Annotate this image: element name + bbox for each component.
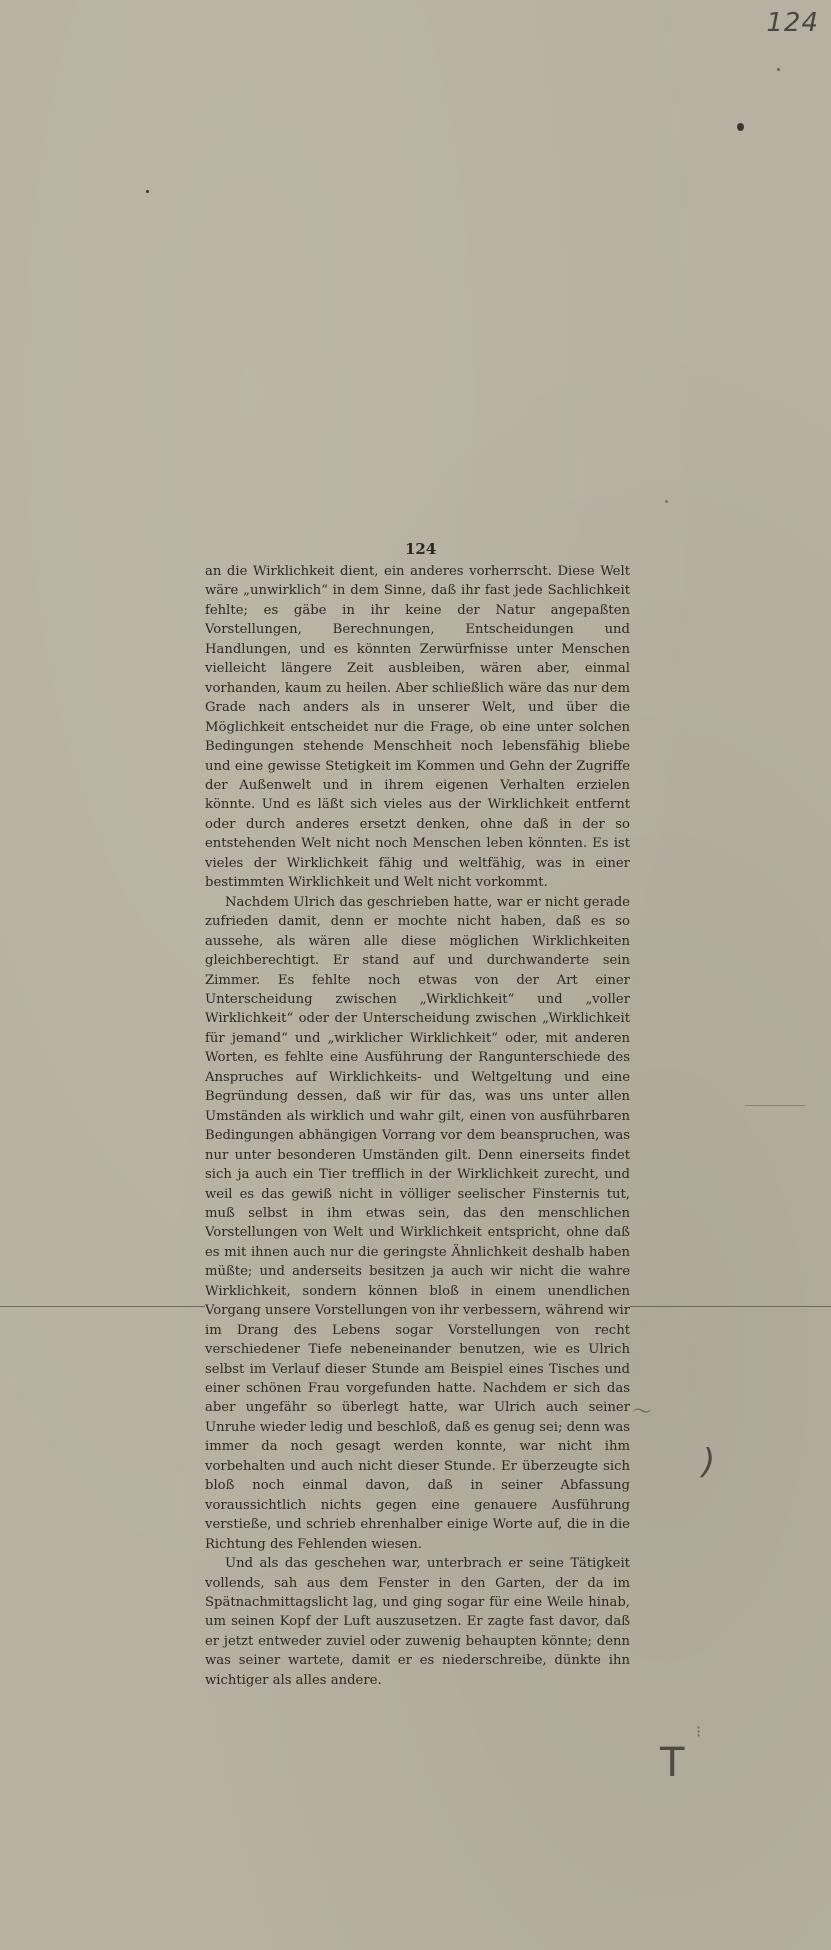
margin-t-mark: T [660, 1740, 685, 1786]
paragraph-2: Nachdem Ulrich das geschrieben hatte, war er nicht gerade zufrieden damit, denn er mochte nicht haben, daß es so aussehe, als wären alle diese möglichen Wirklichkeiten gleichberechtigt. Er stand auf und durchwanderte sein Zimmer. Es fehlte noch etwas von der Art einer Unterscheidung zwischen „Wirklichkeit“ und „voller Wirklichkeit“ oder der Unterscheidung zwischen „Wirklichkeit für jemand“ und „wirklicher Wirklichkeit“ oder, mit anderen Worten, es fehlte eine Ausführung der Rangunterschiede des Anspruches auf Wirklichkeits- und Weltgeltung und eine Begründung dessen, daß wir für das, was uns unter allen Umständen als wirklich und wahr gilt, einen von ausführbaren Bedingungen abhängigen Vorrang vor dem beanspruchen, was nur unter besonderen Umständen gilt. Denn einerseits findet sich ja auch ein Tier trefflich in der Wirklichkeit zurecht, und weil es das gewiß nicht in völliger seelischer Finsternis tut, muß selbst in ihm etwas sein, das den menschlichen Vorstellungen von Welt und Wirklichkeit entspricht, ohne daß es mit ihnen auch nur die geringste Ähnlichkeit deshalb haben müßte; und anderseits besitzen ja auch wir nicht die wahre Wirklichkeit, sondern können bloß in einem unendlichen Vorgang unsere Vorstellungen von ihr verbessern, während wir im Drang des Lebens sogar Vorstellungen von recht verschiedener Tiefe nebeneinander benutzen, wie es Ulrich selbst im Verlauf dieser Stunde am Beispiel eines Tisches und einer schönen Frau vorgefunden hatte. Nachdem er sich das aber ungefähr so überlegt hatte, war Ulrich auch seiner Unruhe wieder ledig und beschloß, daß es genug sei; denn was immer da noch gesagt werden konnte, war nicht ihm vorbehalten und auch nicht dieser Stunde. Er überzeugte sich bloß noch einmal davon, daß in seiner Abfassung voraussichtlich nichts gegen eine genauere Ausführung verstieße, und schrieb ehrenhalber einige Worte auf, die in die Richtung des Fehlenden wiesen. [205, 894, 630, 1552]
archive-page-number: 124 [766, 8, 819, 38]
fold-line [630, 1306, 831, 1307]
dust-speck [146, 190, 149, 193]
margin-squiggle-mark: 〜 [632, 1399, 652, 1423]
fold-line [745, 1105, 805, 1106]
dust-speck [777, 68, 780, 71]
margin-bracket-mark: ) [702, 1442, 716, 1482]
body-text [205, 562, 630, 1690]
printed-page-number: 124 [405, 540, 437, 558]
margin-dot-mark: ⁝ [696, 1722, 702, 1741]
dust-speck [737, 123, 744, 131]
paragraph-3: Und als das geschehen war, unterbrach er seine Tätigkeit vollends, sah aus dem Fenster in den Garten, der da im Spätnachmittagslicht lag, und ging sogar für eine Weile hinab, um seinen Kopf der Luft auszusetzen. Er zagte fast davor, daß er jetzt entweder zuviel oder zuwenig behaupten könnte; denn was seiner wartete, damit er es niederschreibe, dünkte ihn wichtiger als alles andere. [205, 1556, 630, 1688]
fold-line [0, 1306, 205, 1307]
dust-speck [665, 500, 668, 503]
paragraph-1: an die Wirklichkeit dient, ein anderes vorherrscht. Diese Welt wäre „unwirklich“ in dem Sinne, daß ihr fast jede Sachlichkeit fehlte; es gäbe in ihr keine der Natur angepaßten Vorstellungen, Berechnungen, Entscheidungen und Handlungen, und es könnten Zerwürfnisse unter Menschen vielleicht längere Zeit ausbleiben, wären aber, einmal vorhanden, kaum zu heilen. Aber schließlich wäre das nur dem Grade nach anders als in unserer Welt, und über die Möglichkeit entscheidet nur die Frage, ob eine unter solchen Bedingungen stehende Menschheit noch lebensfähig bliebe und eine gewisse Stetigkeit im Kommen und Gehn der Zugriffe der Außenwelt und in ihrem eigenen Verhalten erzielen könnte. Und es läßt sich vieles aus der Wirklichkeit entfernt oder durch anderes ersetzt denken, ohne daß in der so entstehenden Welt nicht noch Menschen leben könnten. Es ist vieles der Wirklichkeit fähig und weltfähig, was in einer bestimmten Wirklichkeit und Welt nicht vorkommt. [205, 564, 630, 891]
